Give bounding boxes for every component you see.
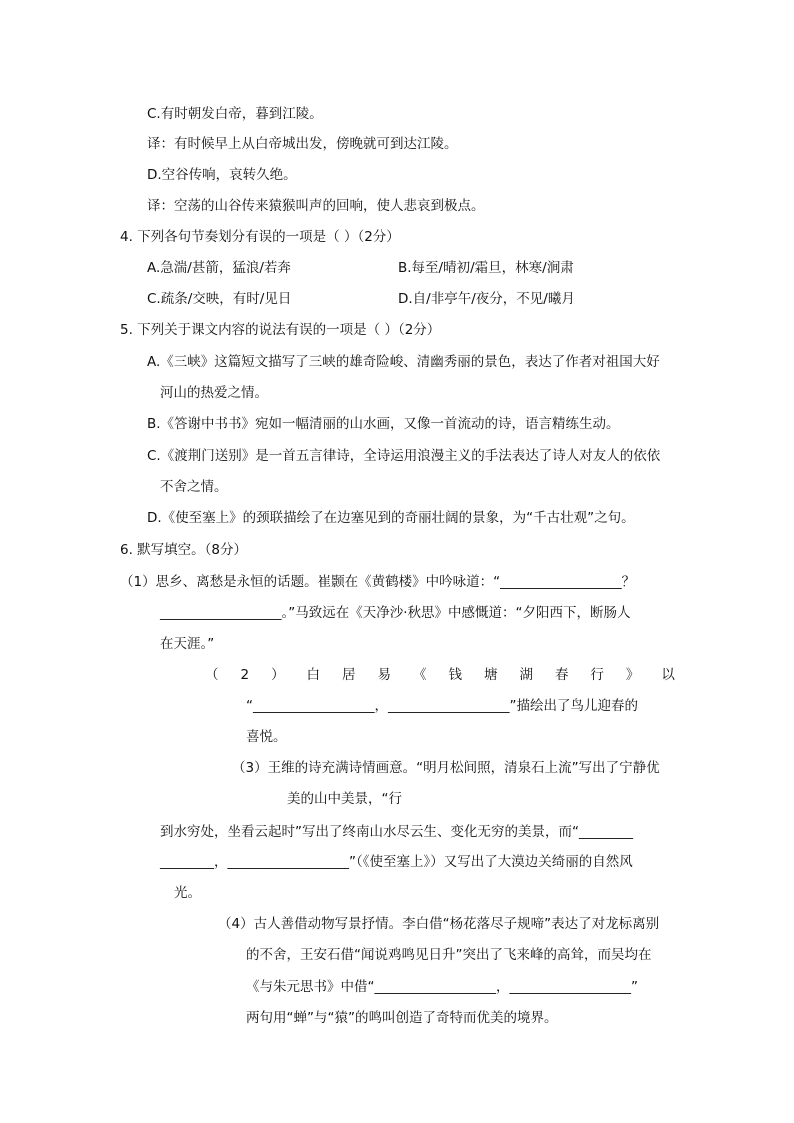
q6-part2-line1 (205, 665, 675, 685)
q5-option-d: D.《使至塞上》的颈联描绘了在边塞见到的奇丽壮阔的景象，为“千古壮观”之句。 (147, 510, 635, 526)
q5-option-c-line2: 不舍之情。 (160, 479, 228, 495)
q6-part3-line2: 美的山中美景，“行 (287, 791, 402, 807)
q3-option-d: D.空谷传响，哀转久绝。 (147, 167, 297, 183)
q6-part2-char: （ (205, 667, 219, 683)
q6-part4-line3: 《与朱元思书》中借“__________________，__________________” (246, 979, 638, 995)
q6-part3-line3: 到水穷处，坐看云起时”写出了终南山水尽云生、变化无穷的美景，而“________ (160, 824, 633, 840)
q4-option-a: A.急湍/甚箭，猛浪/若奔 (147, 260, 291, 276)
q3-option-c: C.有时朝发白帝，暮到江陵。 (147, 106, 323, 122)
q6-part2-char: 《 (413, 667, 427, 683)
q3-option-d-translation: 译：空荡的山谷传来猿猴叫声的回响，使人悲哀到极点。 (147, 198, 485, 214)
q6-part2-line3: 喜悦。 (246, 729, 287, 745)
q6-stem: 6. 默写填空。（8分） (120, 542, 248, 558)
q6-part2-char: 行 (590, 667, 604, 683)
q6-part4-line2: 的不舍，王安石借“闻说鸡鸣见日升”突出了飞来峰的高耸，而吴均在 (246, 947, 652, 963)
q6-part3-line1: （3）王维的诗充满诗情画意。“明月松间照，清泉石上流”写出了宁静优 (232, 760, 660, 776)
q6-part4-line1: （4）古人善借动物写景抒情。李白借“杨花落尽子规啼”表达了对龙标离别 (218, 916, 660, 932)
q4-option-c: C.疏条/交映，有时/见日 (147, 291, 292, 307)
q6-part2-line2: “__________________，__________________”描绘出了鸟儿迎春的 (246, 698, 638, 714)
q6-part3-line5: 光。 (174, 885, 201, 901)
q4-option-b: B.每至/晴初/霜旦，林寒/涧肃 (398, 260, 574, 276)
q6-part2-char: 白 (306, 667, 321, 683)
q6-part1-line3: 在天涯。” (160, 636, 215, 652)
q5-option-a-line2: 河山的热爱之情。 (160, 385, 268, 401)
q6-part2-char: 湖 (519, 667, 533, 683)
q4-option-d: D.自/非亭午/夜分，不见/曦月 (398, 291, 575, 307)
q5-option-b: B.《答谢中书书》宛如一幅清丽的山水画，又像一首流动的诗，语言精练生动。 (147, 416, 620, 432)
q6-part2-char: 塘 (483, 667, 498, 683)
q6-part2-char: 》 (625, 667, 640, 683)
q6-part2-char: 春 (554, 667, 569, 683)
q4-stem: 4. 下列各句节奏划分有误的一项是（ ）（2分） (120, 229, 400, 245)
q3-option-c-translation: 译：有时候早上从白帝城出发，傍晚就可到达江陵。 (147, 136, 458, 152)
q5-option-a-line1: A.《三峡》这篇短文描写了三峡的雄奇险峻、清幽秀丽的景色，表达了作者对祖国大好 (147, 354, 660, 370)
q5-option-c-line1: C.《渡荆门送别》是一首五言律诗，全诗运用浪漫主义的手法表达了诗人对友人的依依 (147, 448, 661, 464)
q6-part1-line1: （1）思乡、离愁是永恒的话题。崔颢在《黄鹤楼》中吟咏道：“__________________？ (120, 574, 636, 590)
q6-part3-line4: ________，__________________”（《使至塞上》）又写出了大漠边关绮丽的自然风 (160, 854, 633, 870)
q6-part1-line2: __________________。”马致远在《天净沙·秋思》中感慨道：“夕阳西下，断肠人 (160, 605, 631, 621)
q6-part2-char: 易 (377, 667, 392, 683)
q5-stem: 5. 下列关于课文内容的说法有误的一项是（ ）（2分） (120, 322, 441, 338)
q6-part2-char: ） (271, 667, 285, 683)
q6-part2-char: 2 (240, 667, 250, 683)
q6-part4-line4: 两句用“蝉”与“猿”的鸣叫创造了奇特而优美的境界。 (246, 1010, 558, 1026)
q6-part2-char: 居 (342, 667, 356, 683)
q6-part2-char: 以 (661, 667, 675, 683)
q6-part2-char: 钱 (448, 667, 462, 683)
